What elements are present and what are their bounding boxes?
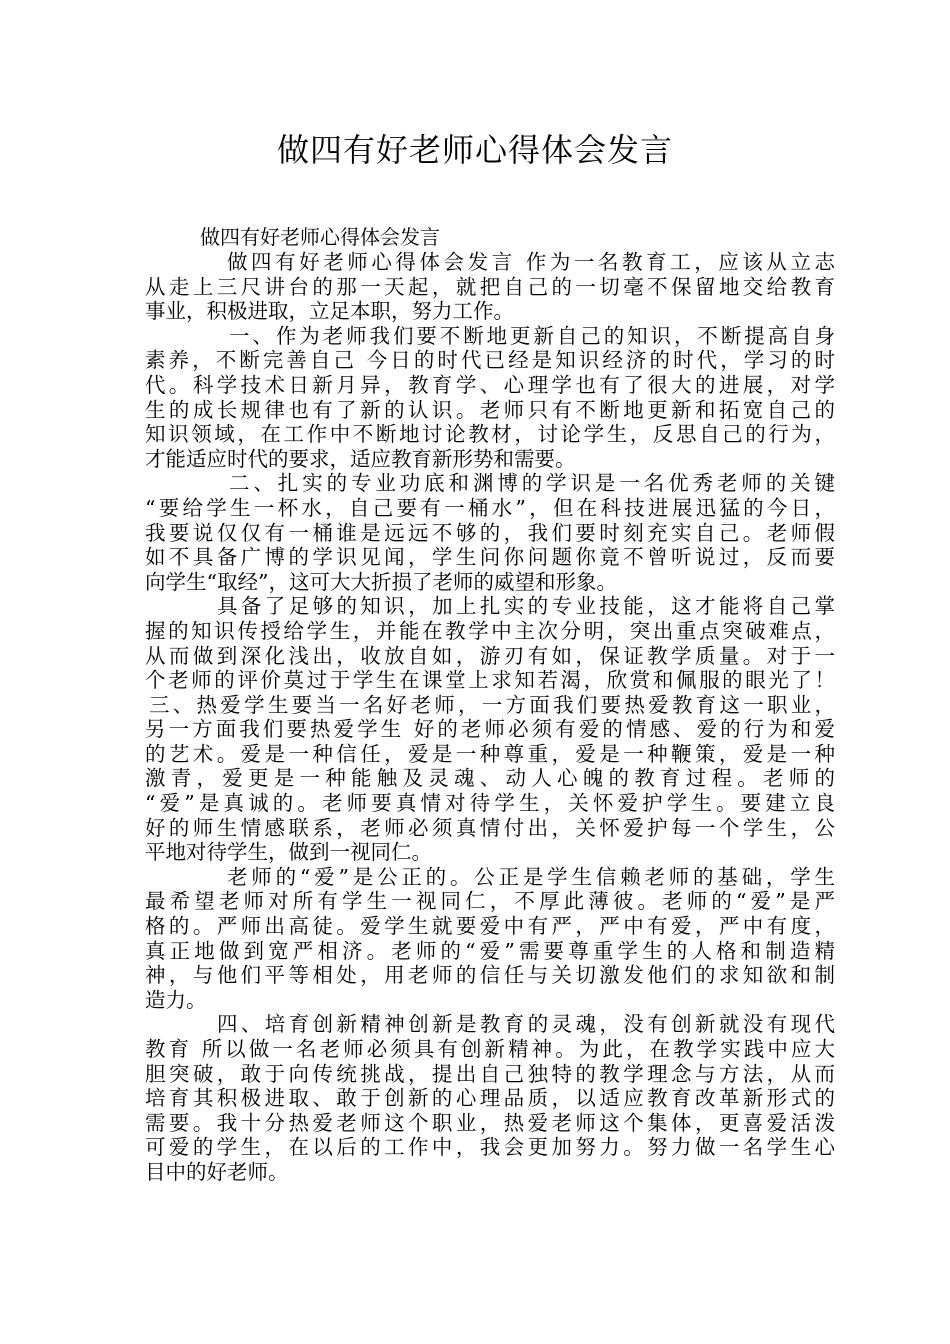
text-line: 另一方面我们要热爱学生 好的老师必须有爱的情感、爱的行为和爱: [145, 717, 835, 742]
text-line: 造力。: [145, 987, 207, 1012]
text-line: 激青，爱更是一种能触及灵魂、动人心魄的教育过程。老师的: [145, 766, 835, 791]
text-line: 知识领域，在工作中不断地讨论教材，讨论学生，反思自己的行为，: [145, 422, 835, 447]
text-line: 最希望老师对所有学生一视同仁，不厚此薄彼。老师的“爱”是严: [145, 889, 835, 914]
text-line: 才能适应时代的要求，适应教育新形势和需要。: [145, 446, 576, 471]
text-line: 平地对待学生，做到一视同仁。: [145, 840, 432, 865]
text-line: 教育 所以做一名老师必须具有创新精神。为此，在教学实践中应大: [145, 1037, 835, 1061]
text-line: “要给学生一杯水，自己要有一桶水”，但在科技进展迅猛的今日，: [145, 495, 835, 520]
document-subtitle: 做四有好老师心得体会发言: [200, 225, 440, 249]
text-line: 素养，不断完善自己 今日的时代已经是知识经济的时代，学习的时: [145, 348, 835, 373]
text-line: 格的。严师出高徒。爱学生就要爱中有严，严中有爱，严中有度，: [145, 914, 835, 939]
document-title: 做四有好老师心得体会发言: [276, 131, 673, 169]
text-line: 握的知识传授给学生，并能在教学中主次分明，突出重点突破难点，: [145, 618, 835, 643]
text-line: 神，与他们平等相处，用老师的信任与关切激发他们的求知欲和制: [145, 963, 835, 988]
text-line: 代。科学技术日新月异，教育学、心理学也有了很大的进展，对学: [145, 372, 835, 397]
text-line: 个老师的评价莫过于学生在课堂上求知若渴，欣赏和佩服的眼光了！: [145, 668, 835, 693]
text-line: 三、热爱学生要当一名好老师，一方面我们要热爱教育这一职业，: [149, 692, 835, 717]
text-line: 老师的“爱”是公正的。公正是学生信赖老师的基础，学生: [227, 864, 835, 889]
text-line: 从走上三尺讲台的那一天起，就把自己的一切毫不保留地交给教育: [145, 274, 835, 299]
text-line: 生的成长规律也有了新的认识。老师只有不断地更新和拓宽自己的: [145, 397, 835, 422]
text-line: 我要说仅仅有一桶谁是远远不够的，我们要时刻充实自己。老师假: [145, 520, 835, 545]
text-line: 一、作为老师我们要不断地更新自己的知识，不断提高自身: [229, 323, 835, 348]
text-line: 二、扎实的专业功底和渊博的学识是一名优秀老师的关键: [229, 471, 835, 496]
text-line: 向学生“取经”，这可大大折损了老师的威望和形象。: [145, 569, 617, 594]
text-line: 从而做到深化浅出，收放自如，游刃有如，保证教学质量。对于一: [145, 643, 835, 668]
text-line: 的艺术。爱是一种信任，爱是一种尊重，爱是一种鞭策，爱是一种: [145, 741, 835, 766]
text-line: 四、培育创新精神创新是教育的灵魂，没有创新就没有现代: [217, 1012, 835, 1037]
document-body: [145, 250, 835, 1185]
text-line: 好的师生情感联系，老师必须真情付出，关怀爱护每一个学生，公: [145, 815, 835, 840]
text-line: 真正地做到宽严相济。老师的“爱”需要尊重学生的人格和制造精: [145, 938, 835, 963]
text-line: 做四有好老师心得体会发言 作为一名教育工，应该从立志: [227, 250, 835, 274]
text-line: “爱”是真诚的。老师要真情对待学生，关怀爱护学生。要建立良: [145, 791, 835, 816]
text-line: 需要。我十分热爱老师这个职业，热爱老师这个集体，更喜爱活泼: [145, 1110, 835, 1135]
text-line: 目中的好老师。: [145, 1159, 289, 1184]
text-line: 培育其积极进取、敢于创新的心理品质，以适应教育改革新形式的: [145, 1086, 835, 1111]
text-line: 事业，积极进取，立足本职，努力工作。: [145, 299, 514, 324]
text-line: 可爱的学生，在以后的工作中，我会更加努力。努力做一名学生心: [145, 1135, 835, 1160]
text-line: 胆突破，敢于向传统挑战，提出自己独特的教学理念与方法，从而: [145, 1061, 835, 1086]
text-line: 具备了足够的知识，加上扎实的专业技能，这才能将自己掌: [217, 594, 835, 619]
text-line: 如不具备广博的学识见闻，学生问你问题你竟不曾听说过，反而要: [145, 545, 835, 570]
